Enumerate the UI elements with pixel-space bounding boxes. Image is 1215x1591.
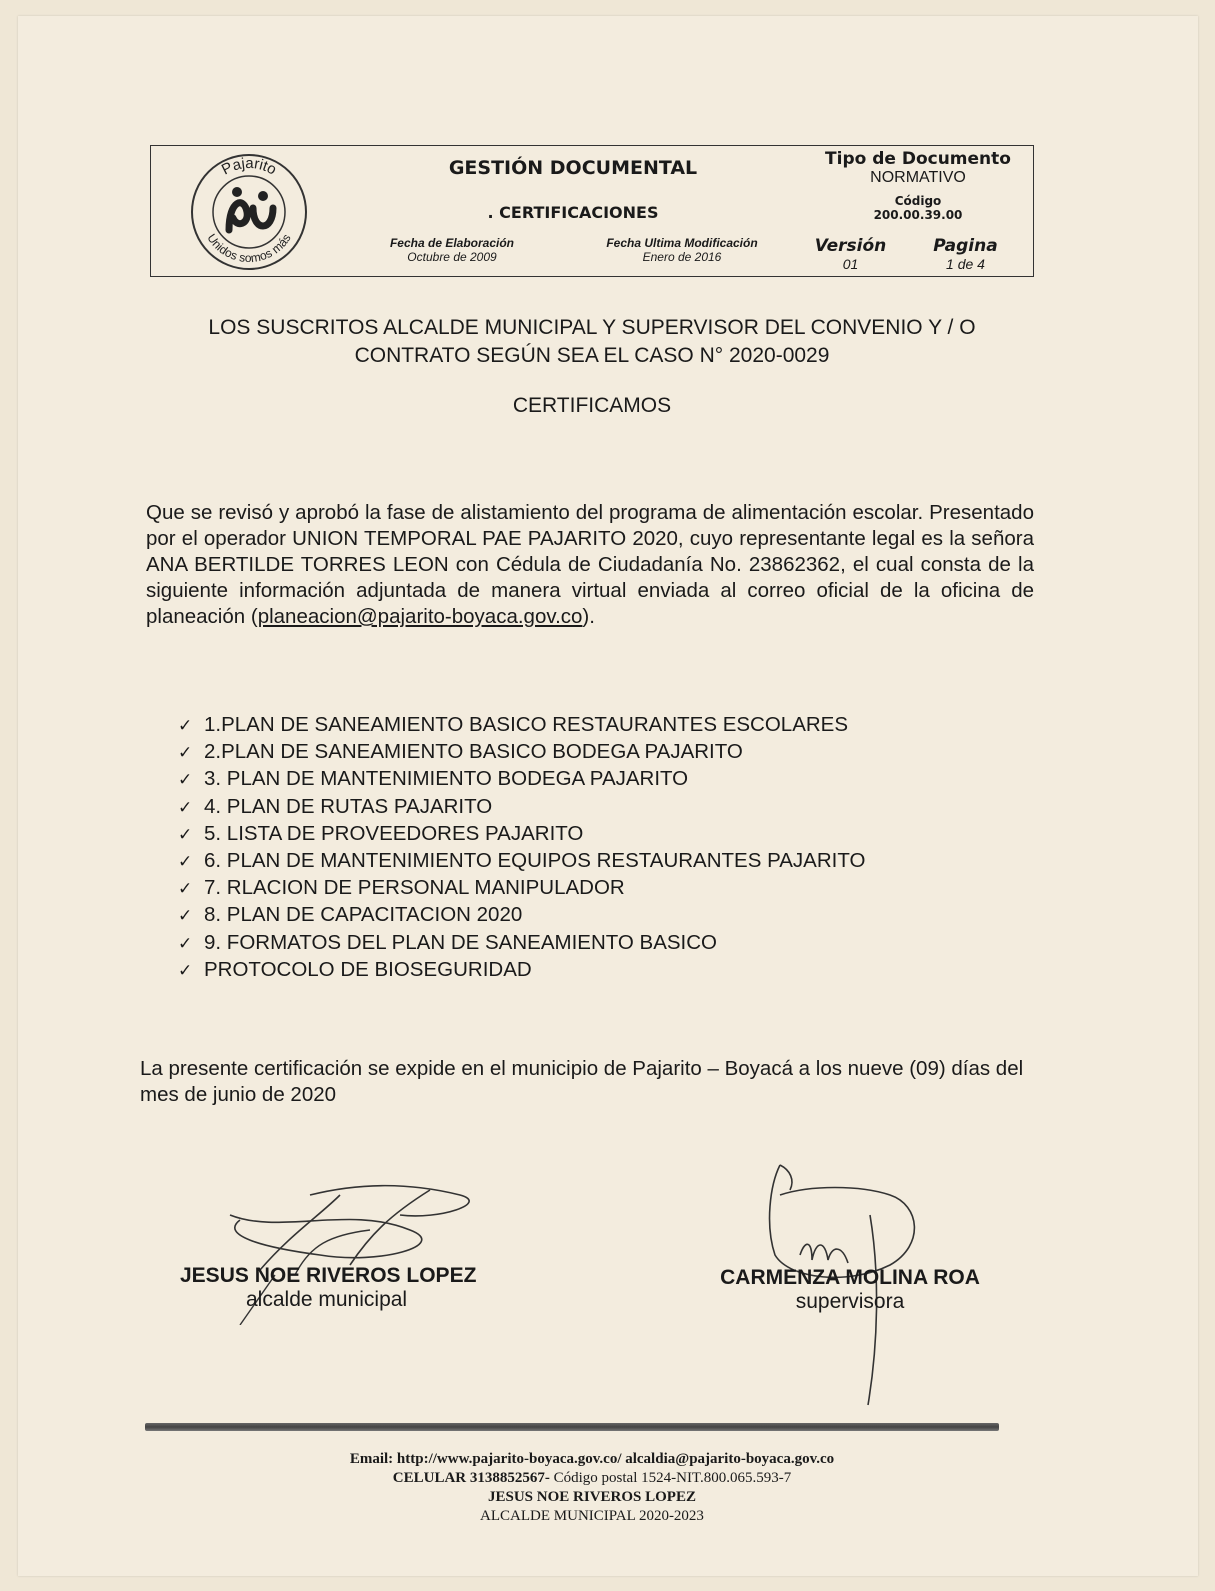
- check-icon: ✓: [178, 852, 193, 872]
- mayor-signature-block: [180, 1264, 476, 1312]
- supervisor-name: CARMENZA MOLINA ROA: [720, 1266, 980, 1289]
- code-value: 200.00.39.00: [873, 208, 963, 222]
- title-line-2: CONTRATO SEGÚN SEA EL CASO N° 2020-0029: [354, 344, 830, 367]
- check-icon: ✓: [178, 716, 193, 735]
- footer-postal: Código postal 1524-NIT.800.065.593-7: [549, 1470, 792, 1486]
- mayor-role: alcalde municipal: [246, 1288, 408, 1311]
- list-item: ✓ 2.PLAN DE SANEAMIENTO BASICO BODEGA PAJARITO: [178, 739, 865, 766]
- check-icon: ✓: [178, 743, 193, 763]
- code-label: Código: [894, 194, 942, 208]
- list-item: ✓ PROTOCOLO DE BIOSEGURIDAD: [178, 957, 865, 984]
- footer-phone-line: [150, 1469, 1034, 1488]
- closing-paragraph: La presente certificación se expide en el municipio de Pajarito – Boyacá a los nueve (09) días del mes de junio de 2020: [140, 1057, 1024, 1106]
- supervisor-signature-block: [705, 1266, 995, 1314]
- modification-date: [561, 234, 803, 276]
- document-type-label: Tipo de Documento: [825, 149, 1011, 169]
- list-item: ✓ 8. PLAN DE CAPACITACION 2020: [178, 902, 865, 929]
- check-icon: ✓: [178, 824, 193, 844]
- list-item: ✓ 4. PLAN DE RUTAS PAJARITO: [178, 794, 865, 821]
- page-number: [898, 234, 1033, 276]
- document-type: [803, 146, 1033, 190]
- document-type-value: NORMATIVO: [870, 169, 966, 186]
- check-icon: ✓: [178, 879, 193, 899]
- list-item: ✓ 5. LISTA DE PROVEEDORES PAJARITO: [178, 821, 865, 848]
- footer-mayor-name: JESUS NOE RIVEROS LOPEZ: [488, 1489, 696, 1505]
- footer-divider: [145, 1423, 999, 1431]
- list-item: ✓ 3. PLAN DE MANTENIMIENTO BODEGA PAJARITO: [178, 766, 865, 793]
- email-link[interactable]: planeacion@pajarito-boyaca.gov.co: [257, 605, 583, 628]
- check-icon: ✓: [178, 906, 193, 926]
- certify-heading: CERTIFICAMOS: [512, 394, 672, 417]
- page-value: 1 de 4: [946, 256, 985, 272]
- version-value: 01: [842, 256, 859, 272]
- svg-text:Pajarito: Pajarito: [218, 154, 280, 179]
- section-title: . CERTIFICACIONES: [487, 202, 659, 222]
- municipality-logo: [189, 152, 309, 272]
- footer-mayor-title: ALCALDE MUNICIPAL 2020-2023: [480, 1508, 704, 1524]
- checklist: [178, 712, 865, 984]
- list-item: ✓ 9. FORMATOS DEL PLAN DE SANEAMIENTO BASICO: [178, 930, 865, 957]
- list-item: ✓ 6. PLAN DE MANTENIMIENTO EQUIPOS RESTAURANTES PAJARITO: [178, 848, 865, 875]
- body-text: Que se revisó y aprobó la fase de alistamiento del programa de alimentación escolar. Presentado por el operador UNION TEMPORAL PAE PAJARITO 2020, cuyo representante legal es la señora ANA BERTILDE TORRES LEON con Cédula de Ciudadanía No. 23862362, el cual consta de la siguiente información adjuntada de manera virtual enviada al correo oficial de la oficina de planeación (: [146, 501, 1034, 628]
- list-item: ✓ 1.PLAN DE SANEAMIENTO BASICO RESTAURANTES ESCOLARES: [178, 712, 865, 739]
- certificate-title: [150, 314, 1034, 370]
- page-label: Pagina: [933, 236, 998, 256]
- check-icon: ✓: [178, 797, 193, 817]
- check-icon: ✓: [178, 770, 193, 790]
- footer-contact: Email: http://www.pajarito-boyaca.gov.co/ alcaldia@pajarito-boyaca.gov.co: [349, 1451, 835, 1467]
- creation-date-label: Fecha de Elaboración: [389, 236, 515, 250]
- document-code: [803, 190, 1033, 234]
- body-paragraph: [146, 500, 1034, 630]
- document-header-table: [150, 145, 1034, 277]
- footer-phone: CELULAR 3138852567-: [392, 1470, 550, 1486]
- title-line-1: LOS SUSCRITOS ALCALDE MUNICIPAL Y SUPERVISOR DEL CONVENIO Y / O: [208, 316, 976, 339]
- mayor-name: JESUS NOE RIVEROS LOPEZ: [180, 1264, 477, 1287]
- logo-cell: [151, 146, 343, 276]
- creation-date-value: Octubre de 2009: [407, 250, 497, 264]
- department-title: GESTIÓN DOCUMENTAL: [448, 157, 698, 179]
- check-icon: ✓: [178, 960, 193, 980]
- modification-date-value: Enero de 2016: [642, 250, 722, 264]
- version-label: Versión: [814, 236, 887, 256]
- list-item: ✓ 7. RLACION DE PERSONAL MANIPULADOR: [178, 875, 865, 902]
- footer: [150, 1450, 1034, 1526]
- creation-date: [343, 234, 561, 276]
- body-end: ).: [582, 605, 595, 628]
- version: [803, 234, 898, 276]
- supervisor-role: supervisora: [795, 1290, 905, 1313]
- check-icon: ✓: [178, 933, 193, 953]
- modification-date-label: Fecha Ultima Modificación: [606, 236, 758, 250]
- svg-text:Unidos somos más: Unidos somos más: [204, 231, 294, 266]
